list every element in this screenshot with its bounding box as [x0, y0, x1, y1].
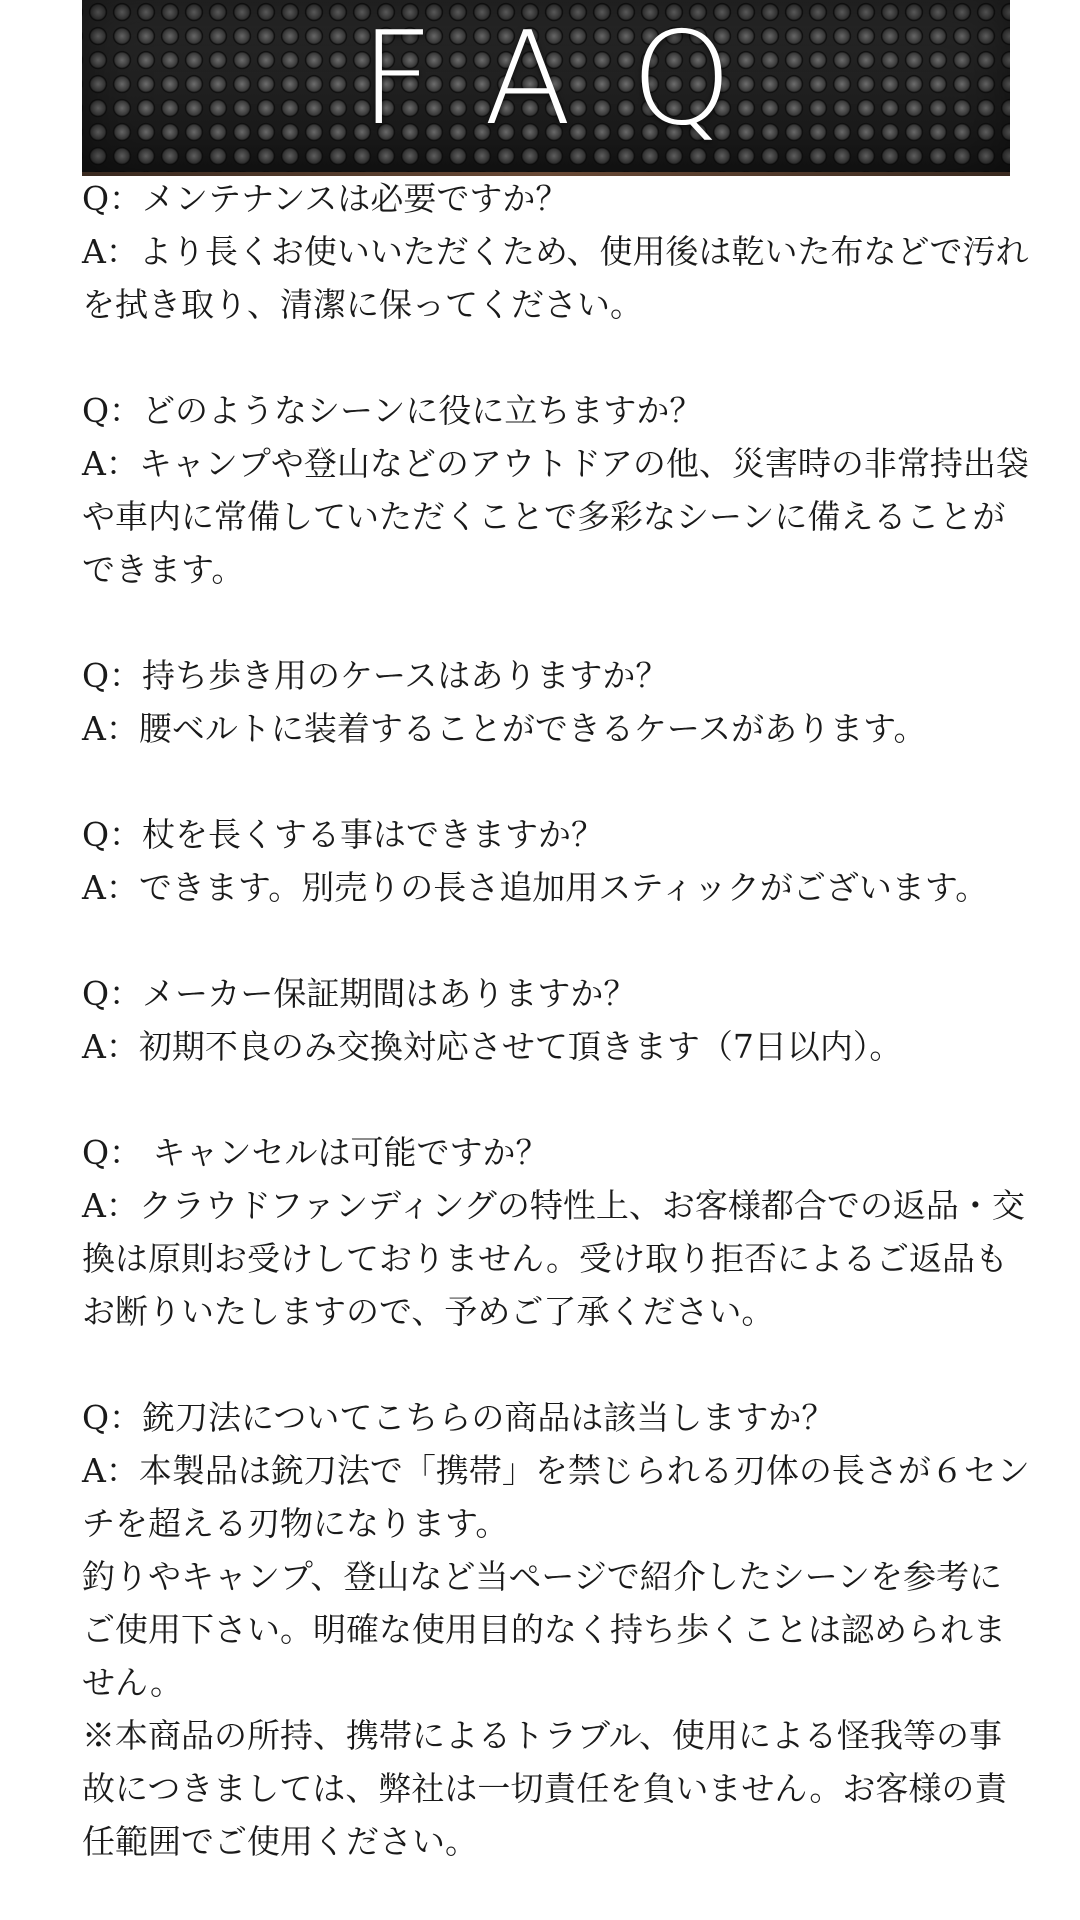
- faq-list: [82, 172, 1032, 1868]
- faq-answer: A：できます。別売りの長さ追加用スティックがございます。: [82, 868, 989, 907]
- faq-banner: [82, 0, 1010, 176]
- faq-answer: A：キャンプや登山などのアウトドアの他、災害時の非常持出袋や車内に常備していただくことで多彩なシーンに備えることができます。: [82, 444, 1029, 589]
- faq-item: [82, 172, 1032, 331]
- faq-answer-note: 釣りやキャンプ、登山など当ページで紹介したシーンを参考にご使用下さい。明確な使用目的なく持ち歩くことは認められません。: [82, 1557, 1006, 1702]
- faq-question: Q：どのようなシーンに役に立ちますか？: [82, 391, 703, 430]
- faq-question: Q：メーカー保証期間はありますか？: [82, 974, 637, 1013]
- faq-answer: A：本製品は銃刀法で「携帯」を禁じられる刃体の長さが６センチを超える刃物になります。: [82, 1451, 1030, 1543]
- banner-title: FAQ: [360, 5, 794, 154]
- faq-item: [82, 808, 1032, 914]
- faq-question: Q：持ち歩き用のケースはありますか？: [82, 656, 669, 695]
- faq-answer: A：より長くお使いいただくため、使用後は乾いた布などで汚れを拭き取り、清潔に保ってください。: [82, 232, 1029, 324]
- faq-item: [82, 1126, 1032, 1338]
- faq-question: Q： キャンセルは可能ですか？: [82, 1133, 549, 1172]
- faq-question: Q：銃刀法についてこちらの商品は該当しますか？: [82, 1398, 835, 1437]
- faq-item: [82, 1391, 1032, 1868]
- faq-answer: A：クラウドファンディングの特性上、お客様都合での返品・交換は原則お受けしておりません。受け取り拒否によるご返品もお断りいたしますので、予めご了承ください。: [82, 1186, 1025, 1331]
- faq-question: Q：杖を長くする事はできますか？: [82, 815, 605, 854]
- faq-answer: A：腰ベルトに装着することができるケースがあります。: [82, 709, 927, 748]
- faq-answer: A：初期不良のみ交換対応させて頂きます（7日以内）。: [82, 1027, 903, 1066]
- faq-disclaimer: ※本商品の所持、携帯によるトラブル、使用による怪我等の事故につきましては、弊社は一切責任を負いません。お客様の責任範囲でご使用ください。: [82, 1716, 1008, 1861]
- faq-item: [82, 384, 1032, 596]
- faq-item: [82, 649, 1032, 755]
- faq-question: Q：メンテナンスは必要ですか？: [82, 179, 569, 218]
- faq-item: [82, 967, 1032, 1073]
